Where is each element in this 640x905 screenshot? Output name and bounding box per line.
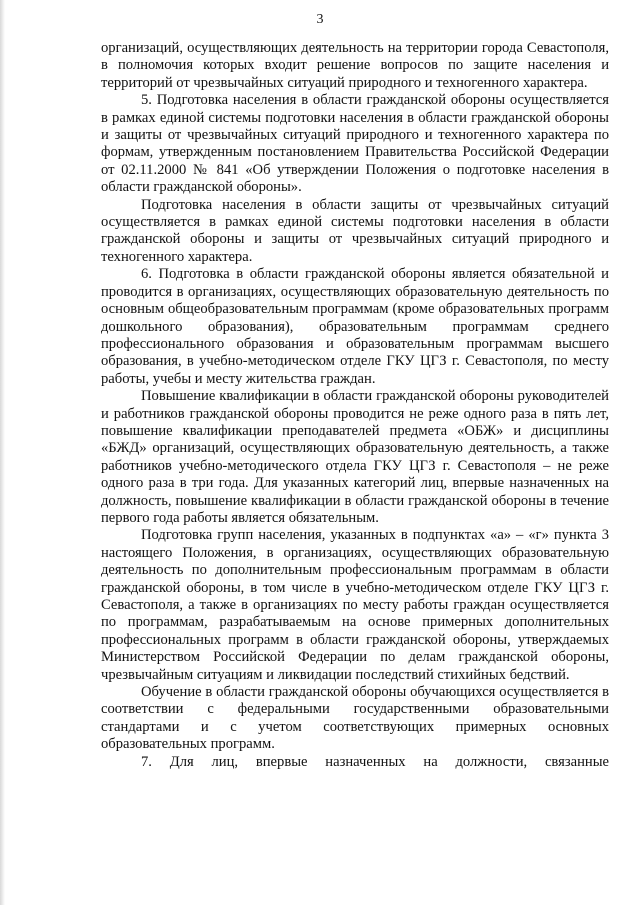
paragraph-qualification: Повышение квалификации в области гражданской обороны руководителей и работников гражданской обороны проводится не реже одного раза в пять лет, повышение квалификации преподавателей предмета «ОБЖ» и дисциплины «БЖД» организаций, осуществляющих образовательную деятельность, а также работников учебно-методического отдела ГКУ ЦГЗ г. Севастополя – не реже одного раза в три года. Для указанных категорий лиц, впервые назначенных на должность, повышение квалификации в области гражданской обороны в течение первого года работы является обязательным. (101, 388, 609, 526)
scan-edge-shadow (0, 0, 5, 905)
paragraph-continuation: организаций, осуществляющих деятельность на территории города Севастополя, в полномочия которых входит решение вопросов по защите населения и территорий от чрезвычайных ситуаций природного и техногенного характера. (101, 40, 609, 91)
paragraph-emergency-training: Подготовка населения в области защиты от чрезвычайных ситуаций осуществляется в рамках единой системы подготовки населения в области гражданской обороны и защиты от чрезвычайных ситуаций природного и техногенного характера. (101, 196, 609, 265)
paragraph-item-6: 6. Подготовка в области гражданской обороны является обязательной и проводится в организациях, осуществляющих образовательную деятельность по основным общеобразовательным программам (кроме образовательных программ дошкольного образования), образовательным программам среднего профессионального образования и образовательным программам высшего образования, в учебно-методическом отделе ГКУ ЦГЗ г. Севастополя, по месту работы, учебы и месту жительства граждан. (101, 266, 609, 387)
page-number: 3 (316, 12, 324, 27)
paragraph-item-7: 7. Для лиц, впервые назначенных на должности, связанные (141, 753, 609, 770)
paragraph-group-training: Подготовка групп населения, указанных в подпунктах «а» – «г» пункта 3 настоящего Положения, в организациях, осуществляющих образовательную деятельность по дополнительным профессиональным программам в области гражданской обороны, в том числе в учебно-методическом отделе ГКУ ЦГЗ г. Севастополя, а также в организациях по месту работы граждан осуществляется по программам, разрабатываемым на основе примерных дополнительных профессиональных программ в области гражданской обороны, утверждаемых Министерством Российской Федерации по делам гражданской обороны, чрезвычайным ситуациям и ликвидации последствий стихийных бедствий. (101, 527, 609, 683)
paragraph-item-5: 5. Подготовка населения в области гражданской обороны осуществляется в рамках единой системы подготовки населения в области гражданской обороны и защиты от чрезвычайных ситуаций природного и техногенного характера по формам, утвержденным постановлением Правительства Российской Федерации от 02.11.2000 № 841 «Об утверждении Положения о подготовке населения в области гражданской обороны». (101, 92, 609, 196)
paragraph-student-training: Обучение в области гражданской обороны обучающихся осуществляется в соответствии с федеральными государственными образовательными стандартами и с учетом соответствующих примерных основных образовательных программ. (101, 684, 609, 753)
